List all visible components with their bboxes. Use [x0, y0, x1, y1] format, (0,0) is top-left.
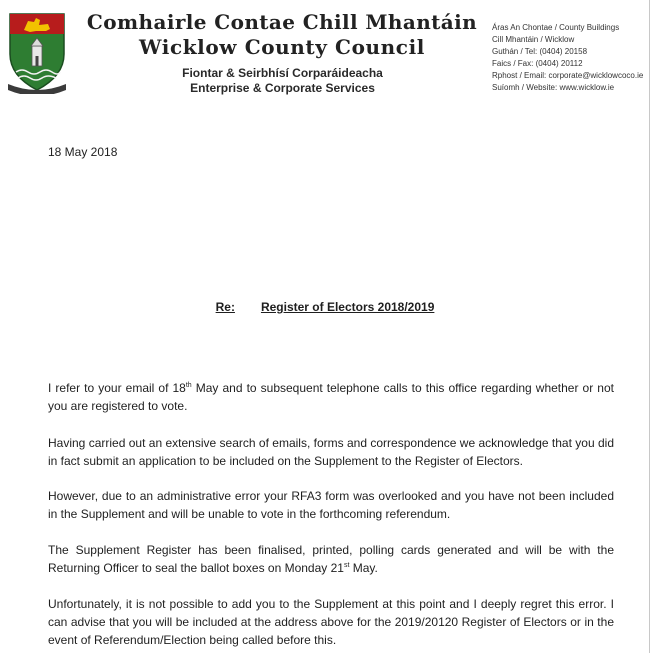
department-name-irish: Fiontar & Seirbhísí Corparáideacha — [182, 66, 383, 80]
contact-phone: Guthán / Tel: (0404) 20158 — [492, 47, 588, 56]
paragraph-text: May and to subsequent telephone calls to this office regarding whether or not you are registered to vote. — [48, 381, 614, 413]
contact-details — [492, 22, 650, 94]
subject-line — [0, 300, 650, 314]
subject-text: Register of Electors 2018/2019 — [260, 300, 435, 314]
paragraph — [48, 379, 614, 415]
paragraph-text: May. — [349, 561, 378, 575]
department-name-english: Enterprise & Corporate Services — [190, 81, 375, 95]
contact-email: Rphost / Email: corporate@wicklowcoco.ie — [492, 71, 644, 80]
paragraph-text: The Supplement Register has been finalised, printed, polling cards generated and will be with the Returning Officer to seal the ballot boxes on Monday 21 — [48, 543, 614, 575]
paragraph-text: Having carried out an extensive search of emails, forms and correspondence we acknowledge that you did in fact submit an application to be included on the Supplement to the Register of Electors. — [48, 436, 614, 468]
contact-website: Suíomh / Website: www.wicklow.ie — [492, 83, 615, 92]
paragraph-text: Unfortunately, it is not possible to add you to the Supplement at this point and I deeply regret this error. I can advise that you will be included at the address above for the 2019/20120 Register of Electors or in the event of Referendum/Election being called before this. — [48, 597, 614, 647]
council-name-irish: Comhairle Contae Chill Mhantáin — [86, 10, 478, 34]
paragraph — [48, 487, 614, 523]
council-name-english: Wicklow County Council — [139, 35, 425, 59]
letter-date: 18 May 2018 — [48, 145, 118, 159]
paragraph — [48, 541, 614, 577]
re-label: Re: — [215, 300, 235, 314]
contact-fax: Faics / Fax: (0404) 20112 — [492, 59, 583, 68]
ordinal-suffix: st — [343, 562, 350, 569]
contact-address-line: Áras An Chontae / County Buildings — [492, 23, 620, 32]
contact-town-line: Cill Mhantáin / Wicklow — [492, 35, 575, 44]
county-crest-icon — [6, 10, 68, 94]
paragraph — [48, 595, 614, 649]
paragraph-text: I refer to your email of 18 — [48, 381, 186, 395]
paragraph-text: However, due to an administrative error your RFA3 form was overlooked and you have not been included in the Supplement and will be unable to vote in the forthcoming referendum. — [48, 489, 614, 521]
paragraph — [48, 434, 614, 470]
ordinal-suffix: th — [185, 382, 192, 389]
